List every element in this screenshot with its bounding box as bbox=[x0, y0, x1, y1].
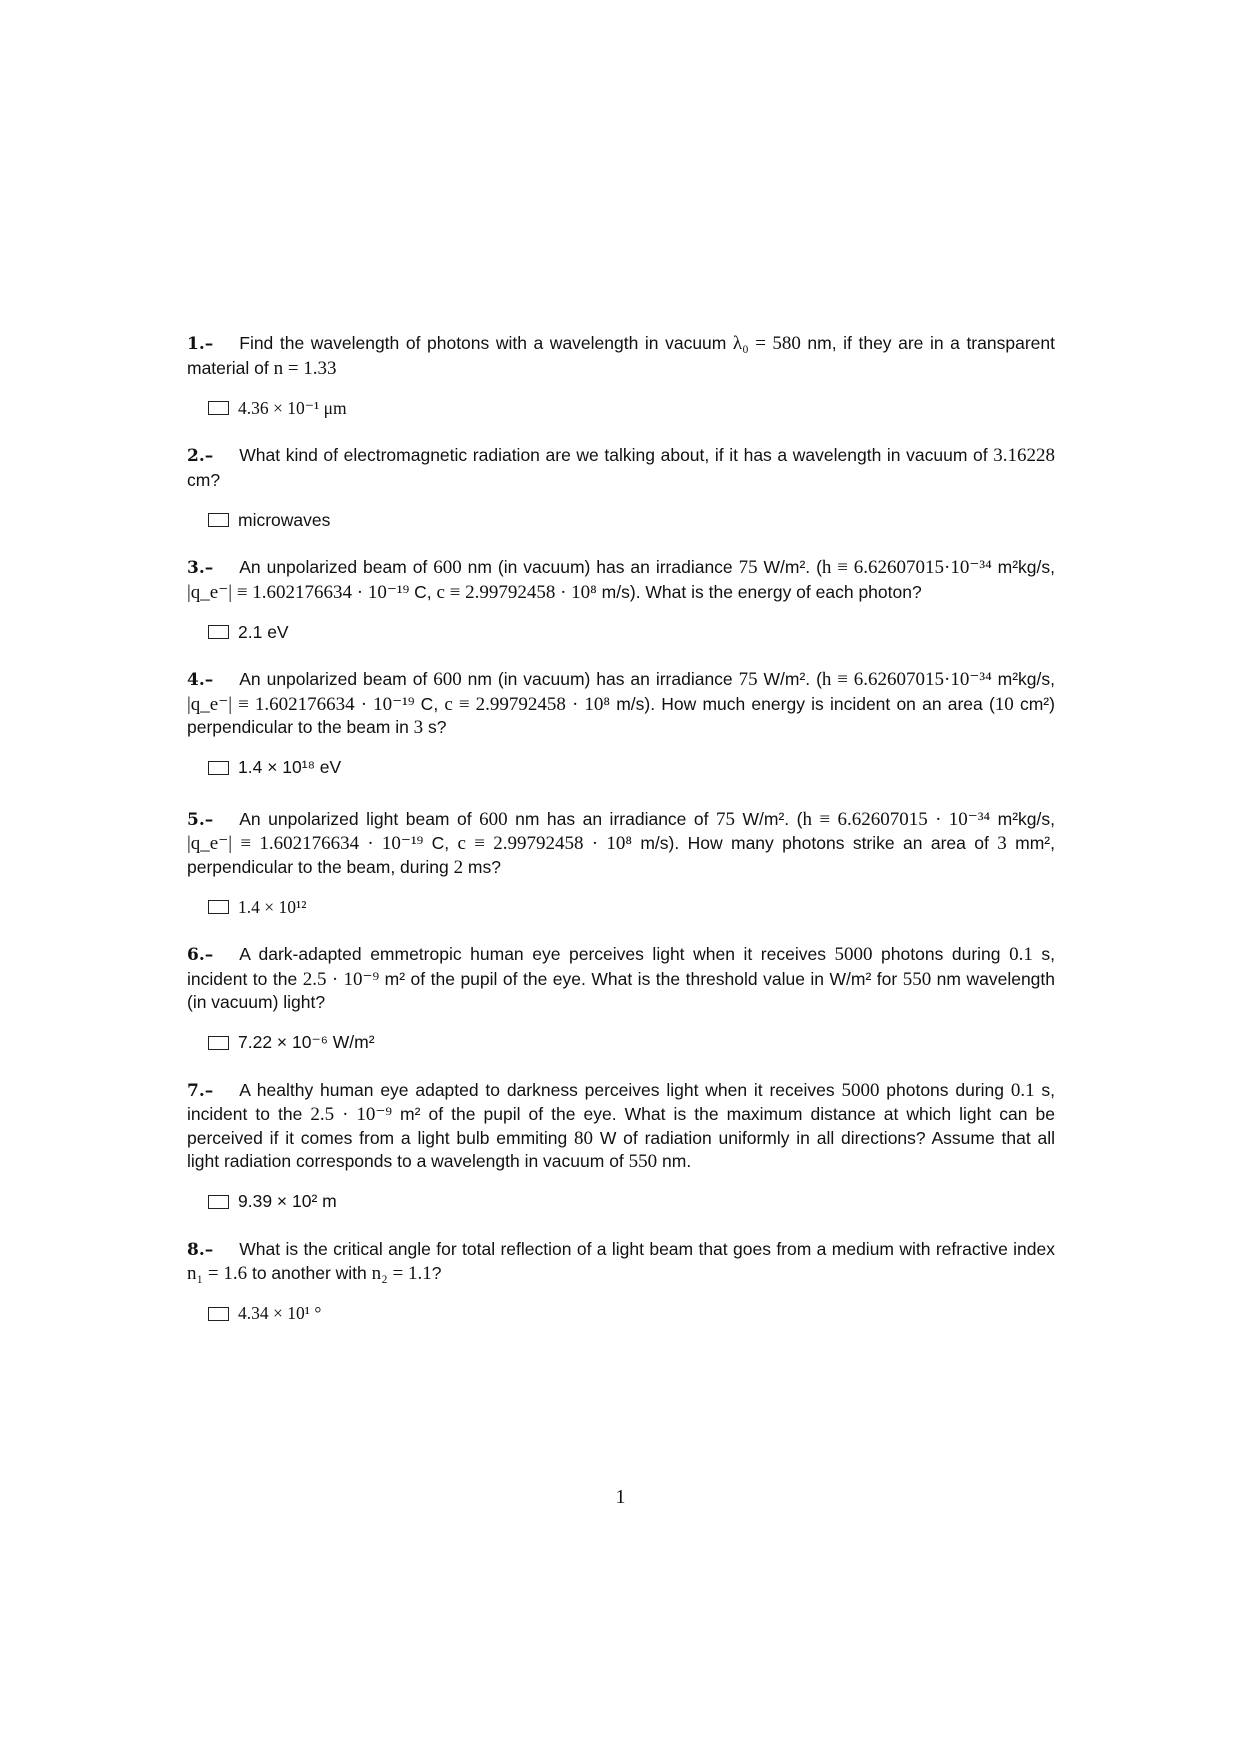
checkbox-icon[interactable] bbox=[208, 513, 229, 527]
question-text: 8.– What is the critical angle for total reflection of a light beam that goes from a medium with refractive index n₁ = 1.6 to another with n₂ = 1.1? bbox=[187, 1238, 1055, 1284]
answer-option[interactable] bbox=[208, 394, 1055, 422]
answer-value: microwaves bbox=[238, 509, 331, 530]
question-number: 7.– bbox=[187, 1080, 214, 1101]
answer-value: 7.22 × 10⁻⁶ W/m² bbox=[238, 1032, 375, 1052]
answer-option[interactable] bbox=[208, 1188, 1055, 1216]
answer-value: 9.39 × 10² m bbox=[238, 1191, 337, 1211]
answer-option[interactable] bbox=[208, 893, 1055, 921]
question-number: 4.– bbox=[187, 670, 214, 690]
question-text: 3.– An unpolarized beam of 600 nm (in vacuum) has an irradiance 75 W/m². (h ≡ 6.62607015·10⁻³⁴ m²kg/s, |q_e⁻| ≡ 1.602176634 · 10⁻¹⁹ C, c ≡ 2.99792458 · 10⁸ m/s). What is the energy of each photon? bbox=[187, 557, 1055, 603]
question-item bbox=[187, 1238, 1055, 1328]
question-text: 1.– Find the wavelength of photons with a wavelength in vacuum λ₀ = 580 nm, if they are in a transparent material of n = 1.33 bbox=[187, 333, 1055, 379]
answer-value: 1.4 × 10¹² bbox=[238, 896, 307, 917]
question-number: 8.– bbox=[187, 1239, 214, 1260]
checkbox-icon[interactable] bbox=[208, 625, 229, 639]
question-list bbox=[187, 332, 1055, 1328]
question-number: 6.– bbox=[187, 945, 214, 965]
checkbox-icon[interactable] bbox=[208, 401, 229, 415]
question-item bbox=[187, 332, 1055, 422]
question-number: 5.– bbox=[187, 809, 214, 830]
answer-value: 4.36 × 10⁻¹ μm bbox=[238, 397, 347, 418]
answer-option[interactable] bbox=[208, 506, 1055, 534]
question-item bbox=[187, 556, 1055, 646]
answer-option[interactable] bbox=[208, 754, 1055, 782]
question-number: 1.– bbox=[187, 334, 214, 354]
answer-value: 1.4 × 10¹⁸ eV bbox=[238, 757, 342, 777]
checkbox-icon[interactable] bbox=[208, 900, 229, 914]
question-text: 2.– What kind of electromagnetic radiation are we talking about, if it has a wavelength in vacuum of 3.16228 cm? bbox=[187, 445, 1055, 490]
question-text: 7.– A healthy human eye adapted to darkness perceives light when it receives 5000 photons during 0.1 s, incident to the 2.5 · 10⁻⁹ m² of the pupil of the eye. What is the maximum distance at which light can be perceived if it comes from a light bulb emmiting 80 W of radiation uniformly in all directions? Assume that all light radiation corresponds to a wavelength in vacuum of 550 nm. bbox=[187, 1079, 1056, 1172]
question-item bbox=[187, 444, 1055, 534]
question-item bbox=[187, 808, 1055, 922]
answer-value: 2.1 eV bbox=[238, 621, 289, 642]
checkbox-icon[interactable] bbox=[208, 1195, 229, 1209]
checkbox-icon[interactable] bbox=[208, 1036, 229, 1050]
answer-option[interactable] bbox=[208, 1300, 1055, 1328]
page-number: 1 bbox=[615, 1486, 626, 1508]
question-item bbox=[187, 943, 1055, 1057]
question-text: 5.– An unpolarized light beam of 600 nm has an irradiance of 75 W/m². (h ≡ 6.62607015 · 10⁻³⁴ m²kg/s, |q_e⁻| ≡ 1.602176634 · 10⁻¹⁹ C, c ≡ 2.99792458 · 10⁸ m/s). How many photons strike an area of 3 mm², perpendicular to the beam, during 2 ms? bbox=[187, 808, 1055, 878]
question-number: 3.– bbox=[187, 558, 214, 578]
answer-option[interactable] bbox=[208, 618, 1055, 646]
question-text: 6.– A dark-adapted emmetropic human eye perceives light when it receives 5000 photons during 0.1 s, incident to the 2.5 · 10⁻⁹ m² of the pupil of the eye. What is the threshold value in W/m² for 550 nm wavelength (in vacuum) light? bbox=[187, 944, 1056, 1012]
question-number: 2.– bbox=[187, 446, 214, 466]
answer-option[interactable] bbox=[208, 1029, 1055, 1057]
question-item bbox=[187, 1079, 1055, 1216]
answer-value: 4.34 × 10¹ ° bbox=[238, 1303, 322, 1323]
checkbox-icon[interactable] bbox=[208, 761, 229, 775]
question-text: 4.– An unpolarized beam of 600 nm (in vacuum) has an irradiance 75 W/m². (h ≡ 6.62607015·10⁻³⁴ m²kg/s, |q_e⁻| ≡ 1.602176634 · 10⁻¹⁹ C, c ≡ 2.99792458 · 10⁸ m/s). How much energy is incident on an area (10 cm²) perpendicular to the beam in 3 s? bbox=[187, 669, 1055, 738]
question-item bbox=[187, 668, 1055, 782]
checkbox-icon[interactable] bbox=[208, 1307, 229, 1321]
